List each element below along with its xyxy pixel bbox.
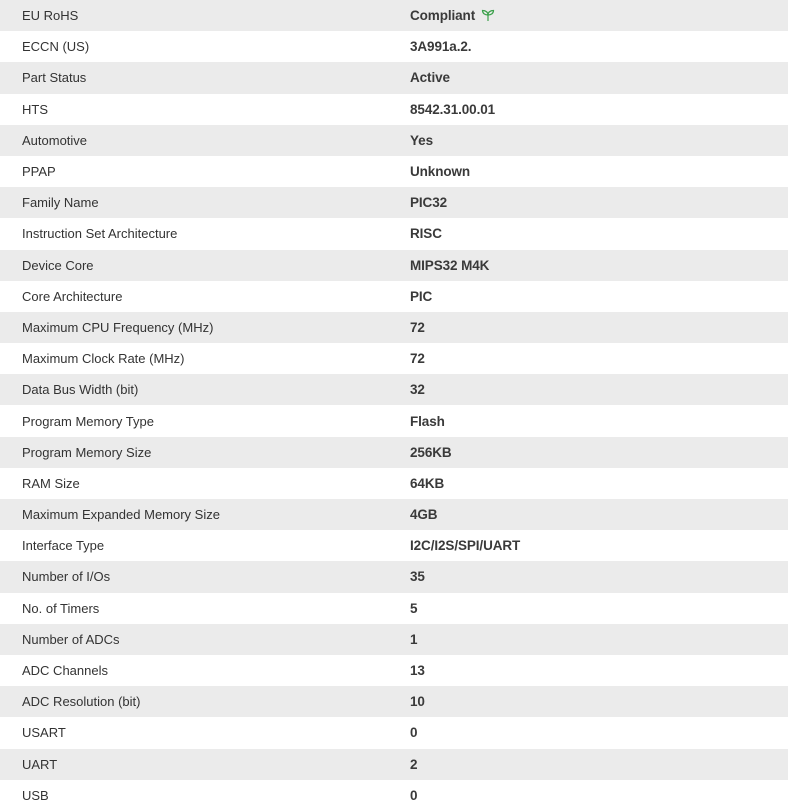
spec-row-8 <box>0 250 788 281</box>
spec-row-11 <box>0 343 788 374</box>
spec-row-15 <box>0 468 788 499</box>
spec-value <box>410 250 788 281</box>
spec-label: HTS <box>22 101 48 117</box>
spec-value-text: RISC <box>410 226 442 242</box>
spec-label: USB <box>22 787 49 803</box>
spec-row-10 <box>0 312 788 343</box>
spec-label: UART <box>22 756 58 772</box>
spec-value <box>410 499 788 530</box>
spec-label: Number of ADCs <box>22 631 120 647</box>
spec-value <box>410 624 788 655</box>
spec-value <box>410 156 788 187</box>
spec-value <box>410 281 788 312</box>
spec-value <box>410 218 788 249</box>
spec-row-20 <box>0 624 788 655</box>
spec-row-6 <box>0 187 788 218</box>
spec-value-text: 2 <box>410 756 418 772</box>
spec-value-text: Unknown <box>410 164 471 180</box>
spec-value <box>410 530 788 561</box>
spec-value <box>410 405 788 436</box>
spec-label: Program Memory Size <box>22 444 152 460</box>
spec-label: USART <box>22 725 66 741</box>
spec-value <box>410 312 788 343</box>
spec-row-5 <box>0 156 788 187</box>
spec-row-3 <box>0 94 788 125</box>
spec-label: ADC Channels <box>22 663 108 679</box>
spec-row-4 <box>0 125 788 156</box>
spec-label: EU RoHS <box>22 8 79 24</box>
spec-label: No. of Timers <box>22 600 100 616</box>
spec-row-24 <box>0 749 788 780</box>
spec-row-2 <box>0 62 788 93</box>
spec-label: Program Memory Type <box>22 413 154 429</box>
spec-value-text: 32 <box>410 382 425 398</box>
spec-value <box>410 686 788 717</box>
spec-value <box>410 561 788 592</box>
spec-label: Part Status <box>22 70 87 86</box>
spec-value <box>410 749 788 780</box>
spec-row-22 <box>0 686 788 717</box>
spec-value-text: 0 <box>410 787 418 803</box>
spec-value-text: 1 <box>410 631 418 647</box>
spec-row-21 <box>0 655 788 686</box>
spec-value-text: 3A991a.2. <box>410 39 472 55</box>
spec-row-18 <box>0 561 788 592</box>
leaf-icon <box>481 9 495 22</box>
spec-label: PPAP <box>22 164 56 180</box>
spec-value-text: 72 <box>410 351 425 367</box>
spec-value <box>410 593 788 624</box>
spec-row-14 <box>0 437 788 468</box>
spec-value-text: 72 <box>410 319 425 335</box>
spec-label: Family Name <box>22 195 99 211</box>
spec-value <box>410 780 788 811</box>
spec-value <box>410 125 788 156</box>
spec-label: Data Bus Width (bit) <box>22 382 139 398</box>
spec-label: Instruction Set Architecture <box>22 226 178 242</box>
spec-value-text: 256KB <box>410 444 452 460</box>
spec-value-text: I2C/I2S/SPI/UART <box>410 538 521 554</box>
spec-value <box>410 468 788 499</box>
spec-value-text: 13 <box>410 663 425 679</box>
spec-label: ADC Resolution (bit) <box>22 694 141 710</box>
spec-value-text: 4GB <box>410 507 438 523</box>
spec-value-text: MIPS32 M4K <box>410 257 490 273</box>
spec-row-9 <box>0 281 788 312</box>
spec-row-0 <box>0 0 788 31</box>
spec-value-text: 8542.31.00.01 <box>410 101 496 117</box>
spec-row-17 <box>0 530 788 561</box>
spec-value-text: 64KB <box>410 475 445 491</box>
spec-value-text: 10 <box>410 694 425 710</box>
spec-row-25 <box>0 780 788 811</box>
spec-value <box>410 655 788 686</box>
spec-value-text: 5 <box>410 600 418 616</box>
spec-value <box>410 343 788 374</box>
spec-row-19 <box>0 593 788 624</box>
spec-value <box>410 31 788 62</box>
spec-value-text: PIC <box>410 288 433 304</box>
spec-label: ECCN (US) <box>22 39 90 55</box>
spec-value <box>410 0 788 31</box>
spec-value-text: Flash <box>410 413 445 429</box>
spec-row-12 <box>0 374 788 405</box>
spec-row-1 <box>0 31 788 62</box>
spec-row-13 <box>0 405 788 436</box>
spec-value-text: 0 <box>410 725 418 741</box>
spec-label: Core Architecture <box>22 288 123 304</box>
spec-row-23 <box>0 717 788 748</box>
spec-value <box>410 374 788 405</box>
spec-label: Interface Type <box>22 538 105 554</box>
spec-value-text: PIC32 <box>410 195 448 211</box>
spec-value-text: Active <box>410 70 450 86</box>
spec-value <box>410 62 788 93</box>
spec-value <box>410 94 788 125</box>
spec-row-7 <box>0 218 788 249</box>
spec-label: Maximum Expanded Memory Size <box>22 507 220 523</box>
spec-label: Device Core <box>22 257 94 273</box>
spec-value-text: Compliant <box>410 8 476 24</box>
spec-label: Number of I/Os <box>22 569 111 585</box>
spec-value-text: 35 <box>410 569 425 585</box>
spec-label: RAM Size <box>22 475 80 491</box>
spec-value-text: Yes <box>410 132 433 148</box>
spec-row-16 <box>0 499 788 530</box>
spec-label: Automotive <box>22 132 88 148</box>
spec-label: Maximum Clock Rate (MHz) <box>22 351 185 367</box>
spec-value <box>410 717 788 748</box>
spec-label: Maximum CPU Frequency (MHz) <box>22 319 214 335</box>
spec-value <box>410 187 788 218</box>
spec-value <box>410 437 788 468</box>
